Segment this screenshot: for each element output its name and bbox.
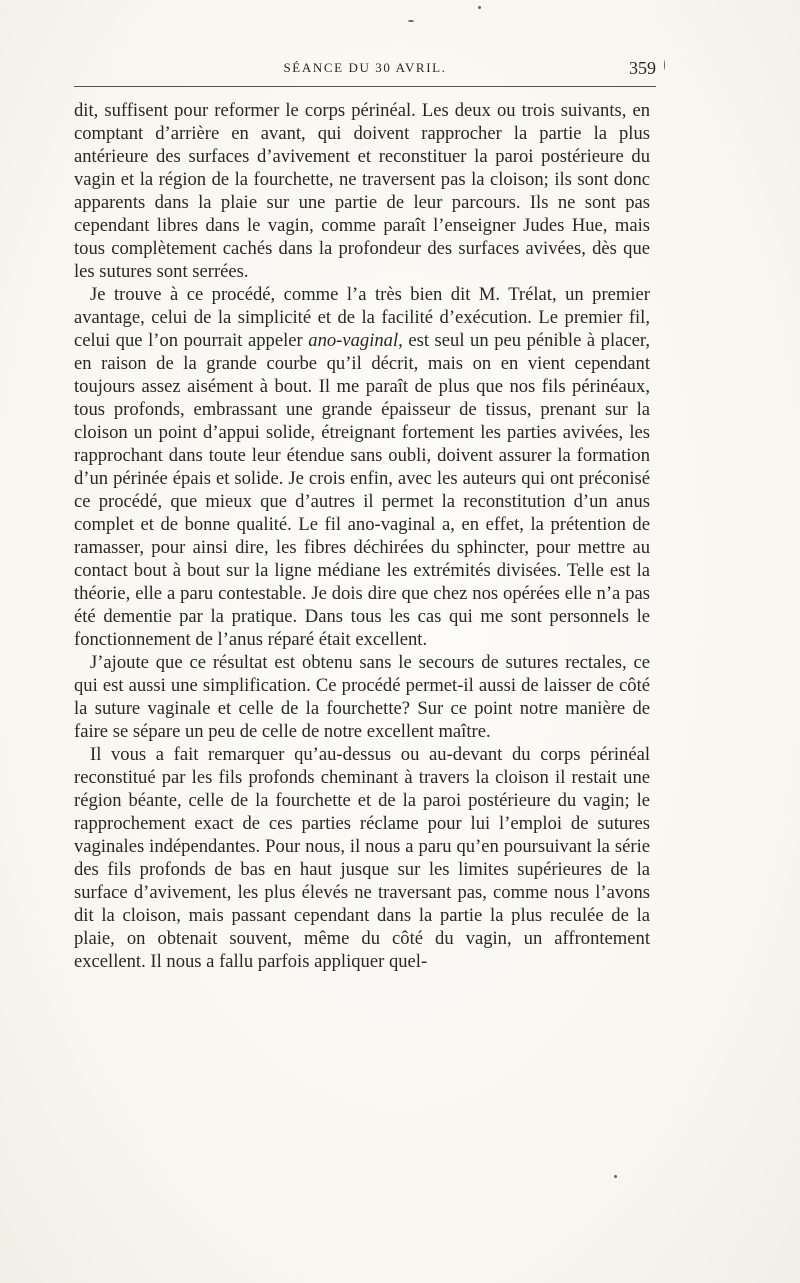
print-speck <box>664 60 665 70</box>
print-speck <box>614 1175 617 1178</box>
page-number: 359 <box>629 58 656 78</box>
body-text <box>74 99 650 973</box>
paragraph-3: J’ajoute que ce résultat est obtenu sans le secours de sutures rectales, ce qui est aussi une simplification. Ce procédé permet-il aussi de laisser de côté la suture vaginale et celle de la fourchette? Sur ce point notre manière de faire se sépare un peu de celle de notre excellent maître. <box>74 652 650 742</box>
paragraph-2-part-2: est seul un peu pénible à placer, en raison de la grande courbe qu’il décrit, mais on en vient cependant toujours assez aisément à bout. Il me paraît de plus que nos fils périnéaux, tous profonds, embrassant une grande épaisseur de tissus, prenant sur la cloison un point d’appui solide, étreignant fortement les parties avivées, les rapprochant dans toute leur étendue sans oubli, doivent assurer la formation d’un périnée épais et solide. Je crois enfin, avec les auteurs qui ont préconisé ce procédé, que mieux que d’autres il permet la reconstitution d’un anus complet et de bonne qualité. Le fil ano-vaginal a, en effet, la prétention de ramasser, pour ainsi dire, les fibres déchirées du sphincter, pour mettre au contact bout à bout sur la ligne médiane les extrémités divisées. Telle est la théorie, elle a paru contestable. Je dois dire que chez nos opérées elle n’a pas été dementie par la pratique. Dans tous les cas qui me sont personnels le fonctionnement de l’anus réparé était excellent. <box>74 330 650 650</box>
running-title: SÉANCE DU 30 AVRIL. <box>283 60 447 75</box>
paragraph-2-italic-term: ano-vaginal, <box>308 330 403 351</box>
print-speck <box>478 6 481 9</box>
paragraph-2 <box>74 283 650 651</box>
paragraph-1: dit, suffisent pour reformer le corps périnéal. Les deux ou trois suivants, en comptant d’arrière en avant, qui doivent rapprocher la partie la plus antérieure des surfaces d’avivement et reconstituer la paroi postérieure du vagin et la région de la fourchette, ne traversent pas la cloison; ils sont donc apparents dans la plaie sur une partie de leur parcours. Ils ne sont pas cependant libres dans le vagin, comme paraît l’enseigner Judes Hue, mais tous complètement cachés dans la profondeur des surfaces avivées, dès que les sutures sont serrées. <box>74 100 650 282</box>
paragraph-4: Il vous a fait remarquer qu’au-dessus ou au-devant du corps périnéal reconstitué par les fils profonds cheminant à travers la cloison il restait une région béante, celle de la fourchette et de la paroi postérieure du vagin; le rapprochement exact de ces parties réclame pour lui l’emploi de sutures vaginales indépendantes. Pour nous, il nous a paru qu’en poursuivant la série des fils profonds de bas en haut jusque sur les limites supérieures de la surface d’avivement, les plus élevés ne traversant pas, comme nous l’avons dit la cloison, mais passant cependant dans la partie la plus reculée de la plaie, on obtenait souvent, même du côté du vagin, un affrontement excellent. Il nous a fallu parfois appliquer quel- <box>74 744 650 972</box>
running-header <box>74 58 656 86</box>
paragraph-2-part-1: Je trouve à ce procédé, comme l’a très bien dit M. Trélat, un premier avantage, celui de la simplicité et de la facilité d’exécution. Le premier fil, celui que l’on pourrait appeler <box>74 284 650 351</box>
print-speck <box>408 20 414 22</box>
header-rule <box>74 86 656 87</box>
